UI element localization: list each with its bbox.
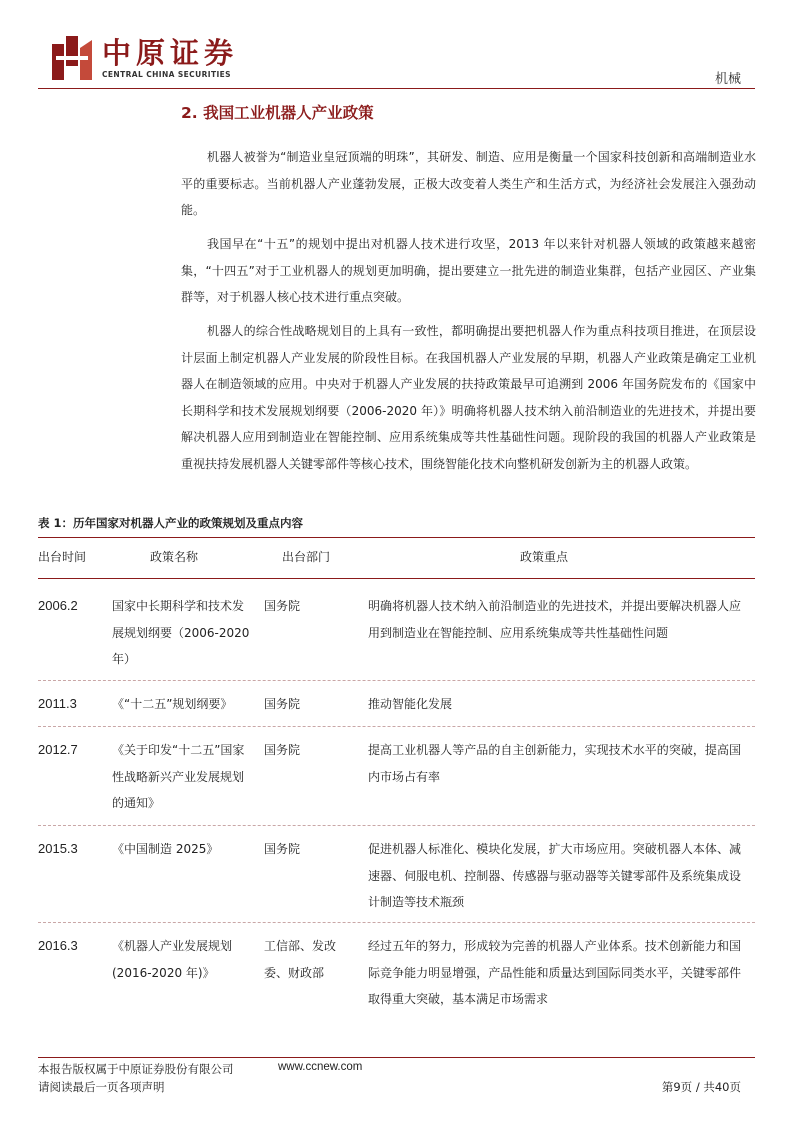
- logo-mark-icon: [52, 36, 92, 80]
- company-logo: [52, 32, 252, 84]
- row-department: 国务院: [264, 842, 301, 856]
- logo-text-en: CENTRAL CHINA SECURITIES: [102, 70, 231, 79]
- row-focus: 提高工业机器人等产品的自主创新能力，实现技术水平的突破，提高国内市场占有率: [368, 743, 741, 784]
- row-date: 2011.3: [38, 696, 77, 711]
- row-policy-name: 《中国制造 2025》: [112, 842, 219, 856]
- paragraph-text: 机器人的综合性战略规划目的上具有一致性，都明确提出要把机器人作为重点科技项目推进，在顶层设计层面上制定机器人产业发展的阶段性目标。在我国机器人产业发展的早期，机器人产业政策是确定工业机器人在制造领域的应用。中央对于机器人产业发展的扶持政策最早可追溯到 2006 年国务院发布的《国家中长期科学和技术发展规划纲要（2006-2020 年）》明确将机器人技术纳入前沿制造业的先进技术，并提出要解决机器人应用到制造业在智能控制、应用系统集成等共性基础性问题。现阶段的我国的机器人产业政策是重视扶持发展机器人关键零部件等核心技术，围绕智能化技术向整机研发创新为主的机器人政策。: [181, 324, 756, 471]
- page-number: 第9页 / 共40页: [661, 1080, 741, 1094]
- footer-divider: [38, 1057, 755, 1058]
- paragraph-text: 我国早在“十五”的规划中提出对机器人技术进行攻坚，2013 年以来针对机器人领域的政策越来越密集，“十四五”对于工业机器人的规划更加明确，提出要建立一批先进的制造业集群，包括产业园区、产业集群等，对于机器人核心技术进行重点突破。: [181, 237, 756, 304]
- row-divider: [38, 825, 755, 826]
- row-date: 2006.2: [38, 598, 78, 613]
- row-department: 国务院: [264, 697, 301, 711]
- row-department: 国务院: [264, 743, 301, 757]
- row-focus: 经过五年的努力，形成较为完善的机器人产业体系。技术创新能力和国际竞争能力明显增强，产品性能和质量达到国际同类水平，关键零部件取得重大突破，基本满足市场需求: [368, 939, 741, 1006]
- table-header-name: 政策名称: [150, 550, 199, 564]
- paragraph-2: [181, 231, 756, 311]
- row-policy-name: 《机器人产业发展规划(2016-2020 年)》: [112, 939, 233, 980]
- row-policy-name: 《“十二五”规划纲要》: [112, 697, 233, 711]
- row-divider: [38, 922, 755, 923]
- table-caption: 表 1：历年国家对机器人产业的政策规划及重点内容: [38, 516, 304, 530]
- row-focus: 推动智能化发展: [368, 697, 453, 711]
- table-header-focus: 政策重点: [520, 550, 569, 564]
- paragraph-1: [181, 144, 756, 224]
- row-policy-name: 《关于印发“十二五”国家性战略新兴产业发展规划的通知》: [112, 743, 245, 810]
- table-header-divider: [38, 578, 755, 579]
- table-header-dept: 出台部门: [282, 550, 331, 564]
- row-focus: 明确将机器人技术纳入前沿制造业的先进技术，并提出要解决机器人应用到制造业在智能控制、应用系统集成等共性基础性问题: [368, 599, 741, 640]
- header-divider: [38, 88, 755, 89]
- footer-website-link[interactable]: www.ccnew.com: [278, 1061, 363, 1073]
- paragraph-3: [181, 318, 756, 477]
- footer-notice: 请阅读最后一页各项声明: [38, 1080, 165, 1094]
- table-top-border: [38, 537, 755, 538]
- table-header-date: 出台时间: [38, 550, 87, 564]
- footer-copyright: 本报告版权属于中原证券股份有限公司: [38, 1062, 234, 1076]
- row-divider: [38, 726, 755, 727]
- sector-label: 机械: [714, 72, 741, 87]
- row-date: 2015.3: [38, 841, 78, 856]
- row-department: 国务院: [264, 599, 301, 613]
- row-date: 2016.3: [38, 938, 78, 953]
- paragraph-text: 机器人被誉为“制造业皇冠顶端的明珠”，其研发、制造、应用是衡量一个国家科技创新和高端制造业水平的重要标志。当前机器人产业蓬勃发展，正极大改变着人类生产和生活方式，为经济社会发展注入强劲动能。: [181, 150, 756, 217]
- row-department: 工信部、发改委、财政部: [264, 939, 337, 980]
- row-focus: 促进机器人标准化、模块化发展，扩大市场应用。突破机器人本体、减速器、伺服电机、控制器、传感器与驱动器等关键零部件及系统集成设计制造等技术瓶颈: [368, 842, 741, 909]
- row-divider: [38, 680, 755, 681]
- logo-text-cn: 中原证券: [102, 36, 239, 70]
- row-policy-name: 国家中长期科学和技术发展规划纲要（2006-2020 年）: [112, 599, 250, 666]
- row-date: 2012.7: [38, 742, 78, 757]
- section-title: 2. 我国工业机器人产业政策: [181, 104, 374, 122]
